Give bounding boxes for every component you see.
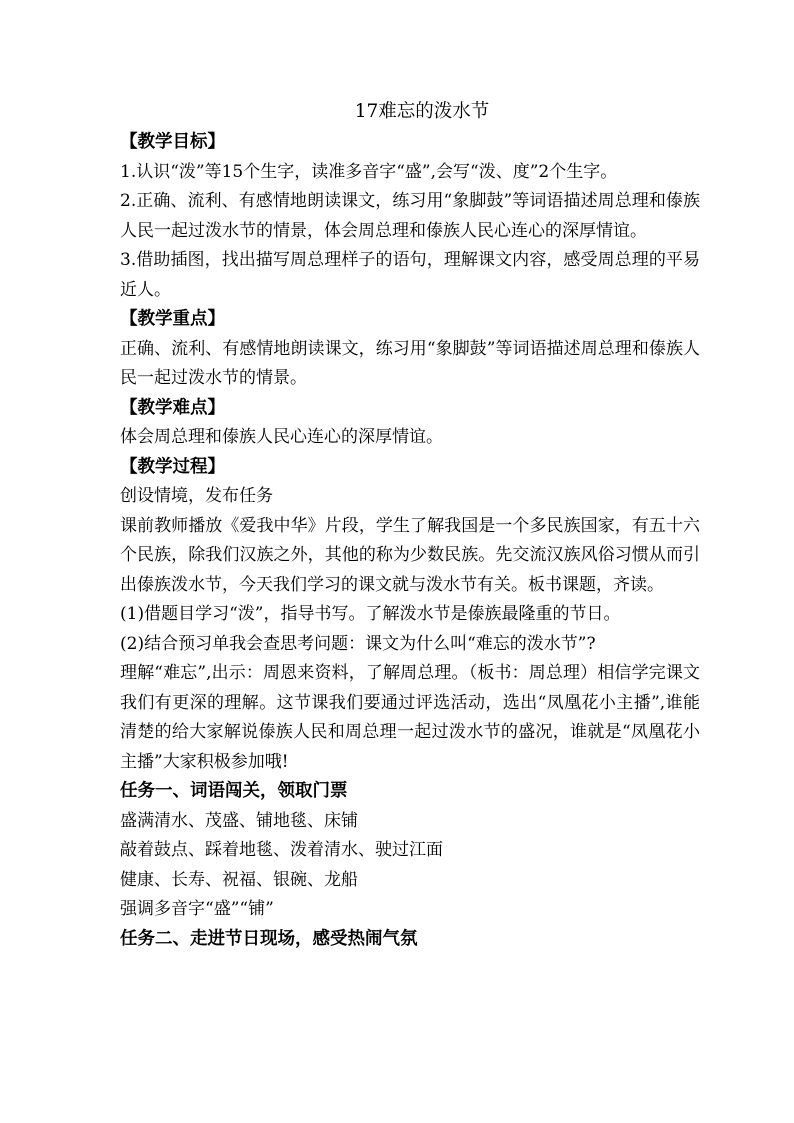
task-1-heading: 任务一、词语闯关，领取门票 (120, 781, 348, 801)
process-step-1: (1)借题目学习“泼”，指导书写。了解泼水节是傣族最隆重的节日。 (120, 604, 621, 624)
goals-heading: 【教学目标】 (120, 132, 225, 152)
process-paragraph: 课前教师播放《爱我中华》片段，学生了解我国是一个多民族国家，有五十六个民族，除我们汉族之外，其他的称为少数民族。先交流汉族风俗习惯从而引出傣族泼水节，今天我们学习的课文就与泼水节有关。板书课题，齐读。 (120, 515, 700, 595)
key-text: 正确、流利、有感情地朗读课文，练习用“象脚鼓”等词语描述周总理和傣族人民一起过泼水节的情景。 (120, 338, 700, 388)
document-page (120, 96, 700, 954)
key-heading: 【教学重点】 (120, 309, 225, 329)
goal-2: 2.正确、流利、有感情地朗读课文，练习用“象脚鼓”等词语描述周总理和傣族人民一起过泼水节的情景，体会周总理和傣族人民心连心的深厚情谊。 (120, 191, 700, 241)
task-2-heading: 任务二、走进节日现场，感受热闹气氛 (120, 928, 418, 949)
process-heading: 【教学过程】 (120, 456, 225, 477)
difficulty-text: 体会周总理和傣族人民心连心的深厚情谊。 (120, 427, 443, 447)
word-list-1: 盛满清水、茂盛、铺地毯、床铺 (120, 810, 358, 831)
process-intro: 创设情境，发布任务 (120, 486, 273, 506)
word-list-4: 强调多音字“盛”“铺” (120, 899, 274, 919)
word-list-2: 敲着鼓点、踩着地毯、泼着清水、驶过江面 (120, 840, 443, 860)
process-step-2: (2)结合预习单我会查思考问题：课文为什么叫“难忘的泼水节”? (120, 633, 596, 654)
goal-3: 3.借助插图，找出描写周总理样子的语句，理解课文内容，感受周总理的平易近人。 (120, 250, 700, 300)
document-title: 17难忘的泼水节 (354, 101, 490, 122)
word-list-3: 健康、长寿、祝福、银碗、龙船 (120, 869, 358, 890)
process-step-2-detail: 理解“难忘”,出示：周恩来资料，了解周总理。（板书：周总理）相信学完课文我们有更深的理解。这节课我们要通过评选活动，选出“凤凰花小主播”,谁能清楚的给大家解说傣族人民和周总理一起过泼水节的盛况，谁就是“凤凰花小主播”大家积极参加哦! (120, 663, 700, 772)
goal-1: 1.认识“泼”等15个生字，读准多音字“盛”,会写“泼、度”2个生字。 (120, 161, 618, 182)
difficulty-heading: 【教学难点】 (120, 397, 225, 418)
